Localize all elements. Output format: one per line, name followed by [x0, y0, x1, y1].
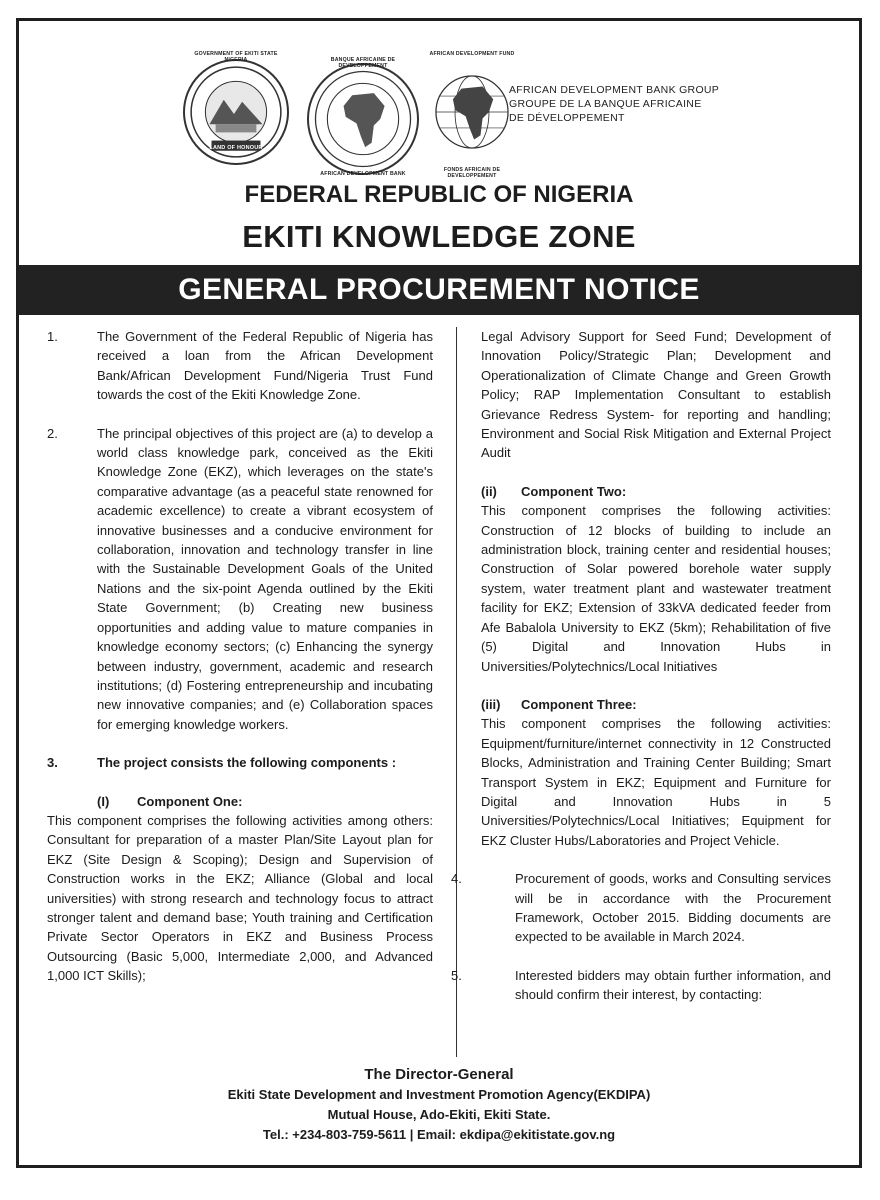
component-one	[47, 792, 433, 986]
adf-seal-top: AFRICAN DEVELOPMENT FUND	[429, 51, 515, 57]
paragraph-text: The principal objectives of this project are (a) to develop a world class knowledge park, conceived as the Ekiti Knowledge Zone (EKZ), which leverages on the state's comparative advantage (as a peaceful state renowned for academic excellence) to create a vibrant ecosystem of innovative businesses and a conducive environment for collaboration, innovation and technology transfer in line with the Sustainable Development Goals of the United Nations and the six-point Agenda outlined by the Ekiti State Government; (b) Creating new business opportunities and adding value to mature companies in knowledge economy sectors; (c) Enhancing the synergy between industry, government, academic and research institutions; (d) Fostering entrepreneurship and incubating new innovative companies; and (e) Collaboration spaces for emerging knowledge workers.	[97, 425, 433, 732]
contact-details: Tel.: +234-803-759-5611 | Email: ekdipa@ekitistate.gov.ng	[262, 1127, 616, 1142]
component-number: (I)	[97, 793, 110, 809]
paragraph-3	[47, 753, 433, 772]
contact-address: Mutual House, Ado-Ekiti, Ekiti State.	[327, 1107, 551, 1122]
component-text: This component comprises the following activities among others: Consultant for preparation of a master Plan/Site Layout plan for EKZ (Site Design & Scoping); Design and Supervision of Construction works in the EKZ; Alliance (Global and local universities) with strong research and technology focus to attract stronger talent and demand base; Youth training and Certification Private Sector Operators in EKZ and Business Process Outsourcing (Basic 5,000, Intermediate 2,000, and Advanced 1,000 ICT Skills);	[47, 812, 433, 984]
ekiti-seal-motto: LAND OF HONOUR	[209, 145, 263, 151]
paragraph-4	[451, 869, 831, 947]
contact-title: The Director-General	[364, 1066, 514, 1083]
left-column	[47, 327, 433, 1005]
component-two-text: This component comprises the following activities: Construction of 12 blocks of building to include an administration block, training center and residential houses; Construction of Solar powered borehole water supply system, water treatment plant and wastewater treatment facility for EKZ; Extension of 33kVA dedicated feeder from Afe Babalola University to EKZ (5km); Rehabilitation of five (5) Digital and Innovation Hubs in Universities/Polytechnics/Local Initiatives	[481, 503, 831, 674]
contact-agency: Ekiti State Development and Investment Promotion Agency(EKDIPA)	[227, 1087, 651, 1102]
paragraph-number: 1.	[47, 329, 58, 344]
component-number: (ii)	[481, 483, 497, 499]
contact-footer	[19, 1064, 859, 1145]
paragraph-5	[451, 966, 831, 1005]
paragraph-number: 4.	[451, 871, 462, 887]
component-number: (iii)	[481, 696, 501, 712]
paragraph-text: The Government of the Federal Republic of Nigeria has received a loan from the African Development Bank/African Development Fund/Nigeria Trust Fund towards the cost of the Ekiti Knowledge Zone.	[97, 329, 433, 403]
afdb-seal-top: BANQUE AFRICAINE DE DEVELOPPEMENT	[330, 57, 396, 69]
component-title: Component Two:	[521, 483, 627, 499]
component-three-heading	[481, 695, 831, 714]
column-divider	[456, 327, 457, 1057]
afdb-seal-bottom: AFRICAN DEVELOPMENT BANK	[320, 171, 406, 177]
paragraph-1	[47, 327, 433, 405]
paragraph-2	[47, 424, 433, 735]
bank-group-line-3: DE DÉVELOPPEMENT	[509, 112, 625, 124]
component-heading	[97, 792, 433, 811]
paragraph-number: 2.	[47, 425, 58, 441]
component-three-text: This component comprises the following activities: Equipment/furniture/internet connectivity in 12 Constructed Blocks, Administration and Training Center Building; Smart Transport System in EKZ; Equipment and Furniture for Digital and Innovation Hubs in 5 Universities/Polytechnics/Local Initiatives; Equipment for EKZ Cluster Hubs/Laboratories and Project Vehicle.	[481, 716, 831, 848]
paragraph-text: Interested bidders may obtain further information, and should confirm their interest, by contacting:	[515, 967, 831, 1003]
adf-seal-bottom: FONDS AFRICAIN DE DEVELOPPEMENT	[443, 167, 501, 179]
country-heading: FEDERAL REPUBLIC OF NIGERIA	[244, 181, 634, 208]
notice-banner: GENERAL PROCUREMENT NOTICE	[19, 265, 859, 315]
paragraph-number: 3.	[47, 755, 58, 771]
bank-group-line-1: AFRICAN DEVELOPMENT BANK GROUP	[509, 84, 720, 96]
project-heading: EKITI KNOWLEDGE ZONE	[242, 219, 636, 254]
paragraph-text: The project consists the following components :	[97, 755, 397, 771]
notice-frame	[16, 18, 862, 1168]
component-two-heading	[481, 482, 831, 501]
paragraph-text: Procurement of goods, works and Consulting services will be in accordance with the Procurement Framework, October 2015. Bidding documents are expected to be available in March 2024.	[515, 871, 831, 945]
bank-group-name	[509, 83, 719, 125]
logo-row	[19, 21, 859, 181]
africa-map-seal-icon	[307, 63, 419, 175]
bank-group-line-2: GROUPE DE LA BANQUE AFRICAINE	[509, 98, 702, 110]
component-title: Component Three:	[521, 696, 637, 712]
component-title: Component One:	[137, 793, 243, 809]
ekiti-seal-caption: GOVERNMENT OF EKITI STATE NIGERIA	[194, 51, 278, 63]
right-column	[451, 327, 831, 1024]
component-one-continued: Legal Advisory Support for Seed Fund; Development of Innovation Policy/Strategic Plan; Development and Operationalization of Climate Change and Green Growth Policy; RAP Implementation Consultant to establish Grievance Redress System- for reporting and handling; Environment and Social Risk Mitigation and External Project Audit	[481, 329, 831, 461]
paragraph-number: 5.	[451, 967, 462, 983]
